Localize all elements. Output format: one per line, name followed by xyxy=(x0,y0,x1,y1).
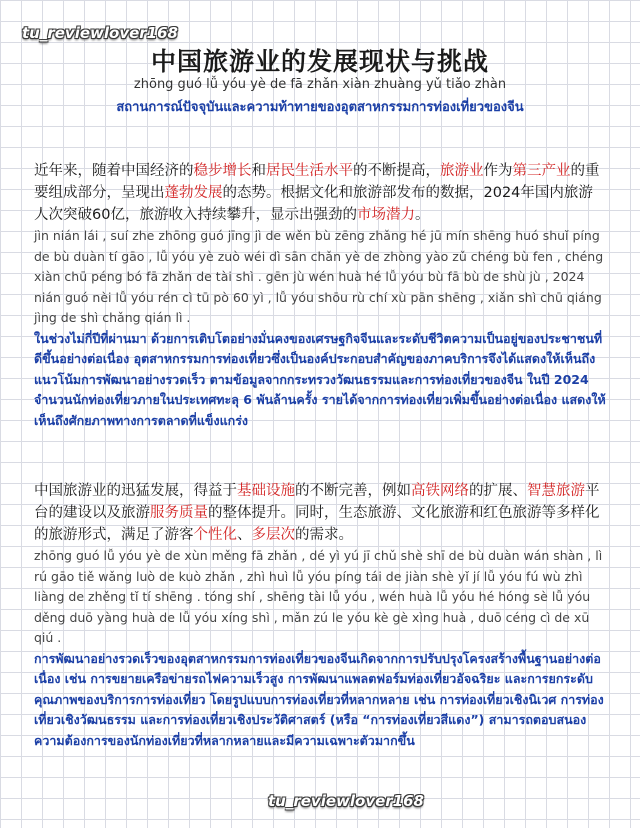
paragraph-2 xyxy=(34,480,606,751)
text-segment: 的不断完善，例如 xyxy=(295,483,411,499)
highlighted-keyword: 市场潜力 xyxy=(356,207,415,223)
text-segment: 的不断提高， xyxy=(353,163,440,179)
paragraph-2-pinyin: zhōng guó lǚ yóu yè de xùn měng fā zhǎn , dé yì yú jī chǔ shè shī de bù duàn wán shàn , lì rú gāo tiě wǎng luò de kuò zhǎn , zhì huì lǚ yóu píng tái de jiàn shè yǐ jí lǚ yóu fú wù zhì liàng de zhěng tǐ tí shēng . tóng shí , shēng tài lǚ yóu , wén huà lǚ yóu hé hóng sè lǚ yóu děng duō yàng huà de lǚ yóu xíng shì , mǎn zú le yóu kè gè xìng huà , duō céng cì de xū qiú . xyxy=(34,548,603,645)
text-segment: 近年来，随着中国经济的 xyxy=(34,163,194,179)
highlighted-keyword: 第三产业 xyxy=(512,163,571,179)
text-segment: 作为 xyxy=(483,163,513,179)
highlighted-keyword: 多层次 xyxy=(251,527,295,543)
paragraph-1-pinyin: jìn nián lái , suí zhe zhōng guó jīng jì de wěn bù zēng zhǎng hé jū mín shēng huó shuǐ píng de bù duàn tí gāo , lǚ yóu yè zuò wéi dì sān chǎn yè de zhòng yào zǔ chéng bù fen , chéng xiàn chū péng bó fā zhǎn de tài shì . gēn jù wén huà hé lǚ yóu bù fā bù de shù jù , 2024 nián guó nèi lǚ yóu rén cì tū pò 60 yì , lǚ yóu shōu rù chí xù pān shēng , xiǎn shì chū qiáng jìng de shì chǎng qián lì . xyxy=(34,228,604,325)
text-segment: 、 xyxy=(237,527,252,543)
paragraph-1-chinese xyxy=(34,160,606,226)
highlighted-keyword: 高铁网络 xyxy=(411,483,469,499)
text-segment: 。 xyxy=(414,207,430,223)
highlighted-keyword: 智慧旅游 xyxy=(527,483,585,499)
text-segment: 平台的建设以及旅游 xyxy=(34,483,600,521)
paragraph-2-chinese xyxy=(34,480,606,546)
highlighted-keyword: 蓬勃发展 xyxy=(164,185,223,201)
paragraph-1-thai: ในช่วงไม่กี่ปีที่ผ่านมา ด้วยการเติบโตอย่างมั่นคงของเศรษฐกิจจีนและระดับชีวิตความเป็นอยู่ของประชาชนที่ดีขึ้นอย่างต่อเนื่อง อุตสาหกรรมการท่องเที่ยวซึ่งเป็นองค์ประกอบสำคัญของภาคบริการจึงได้แสดงให้เห็นถึงแนวโน้มการพัฒนาอย่างรวดเร็ว ตามข้อมูลจากกระทรวงวัฒนธรรมและการท่องเที่ยวของจีน ในปี 2024 จำนวนนักท่องเที่ยวภายในประเทศทะลุ 6 พันล้านครั้ง รายได้จากการท่องเที่ยวเพิ่มขึ้นอย่างต่อเนื่อง แสดงให้เห็นถึงศักยภาพทางการตลาดที่แข็งแกร่ง xyxy=(34,330,606,428)
watermark-top: tu_reviewlover168 xyxy=(22,24,178,42)
highlighted-keyword: 服务质量 xyxy=(150,505,208,521)
text-segment: 的需求。 xyxy=(295,527,353,543)
text-segment: 的重要组成部分，呈现出 xyxy=(34,163,600,201)
paragraph-1 xyxy=(34,160,606,431)
text-segment: 和 xyxy=(251,163,266,179)
highlighted-keyword: 居民生活水平 xyxy=(266,163,353,179)
watermark-bottom: tu_reviewlover168 xyxy=(268,792,424,810)
highlighted-keyword: 基础设施 xyxy=(237,483,295,499)
title-thai: สถานการณ์ปัจจุบันและความท้าทายของอุตสาหกรรมการท่องเที่ยวของจีน xyxy=(116,100,524,115)
text-segment: 的态势。根据文化和旅游部发布的数据，2024年国内旅游人次突破60亿，旅游收入持续攀升，显示出强劲的 xyxy=(34,185,593,223)
highlighted-keyword: 旅游业 xyxy=(440,163,484,179)
highlighted-keyword: 个性化 xyxy=(193,527,237,543)
paragraph-2-thai: การพัฒนาอย่างรวดเร็วของอุตสาหกรรมการท่องเที่ยวของจีนเกิดจากการปรับปรุงโครงสร้างพื้นฐานอย่างต่อเนื่อง เช่น การขยายเครือข่ายรถไฟความเร็วสูง การพัฒนาแพลตฟอร์มท่องเที่ยวอัจฉริยะ และการยกระดับคุณภาพของบริการการท่องเที่ยว โดยรูปแบบการท่องเที่ยวที่หลากหลาย เช่น การท่องเที่ยวเชิงนิเวศ การท่องเที่ยวเชิงวัฒนธรรม และการท่องเที่ยวเชิงประวัติศาสตร์ (หรือ “การท่องเที่ยวสีแดง”) สามารถตอบสนองความต้องการของนักท่องเที่ยวที่หลากหลายและมีความเฉพาะตัวมากขึ้น xyxy=(34,650,604,748)
text-segment: 的扩展、 xyxy=(469,483,527,499)
page-title: 中国旅游业的发展现状与挑战 xyxy=(150,47,489,76)
text-segment: 的整体提升。同时，生态旅游、文化旅游和红色旅游等多样化的旅游形式，满足了游客 xyxy=(34,505,600,543)
text-segment: 中国旅游业的迅猛发展，得益于 xyxy=(34,483,237,499)
highlighted-keyword: 稳步增长 xyxy=(193,163,252,179)
title-pinyin: zhōng guó lǚ yóu yè de fā zhǎn xiàn zhuàng yǔ tiǎo zhàn xyxy=(133,77,507,92)
